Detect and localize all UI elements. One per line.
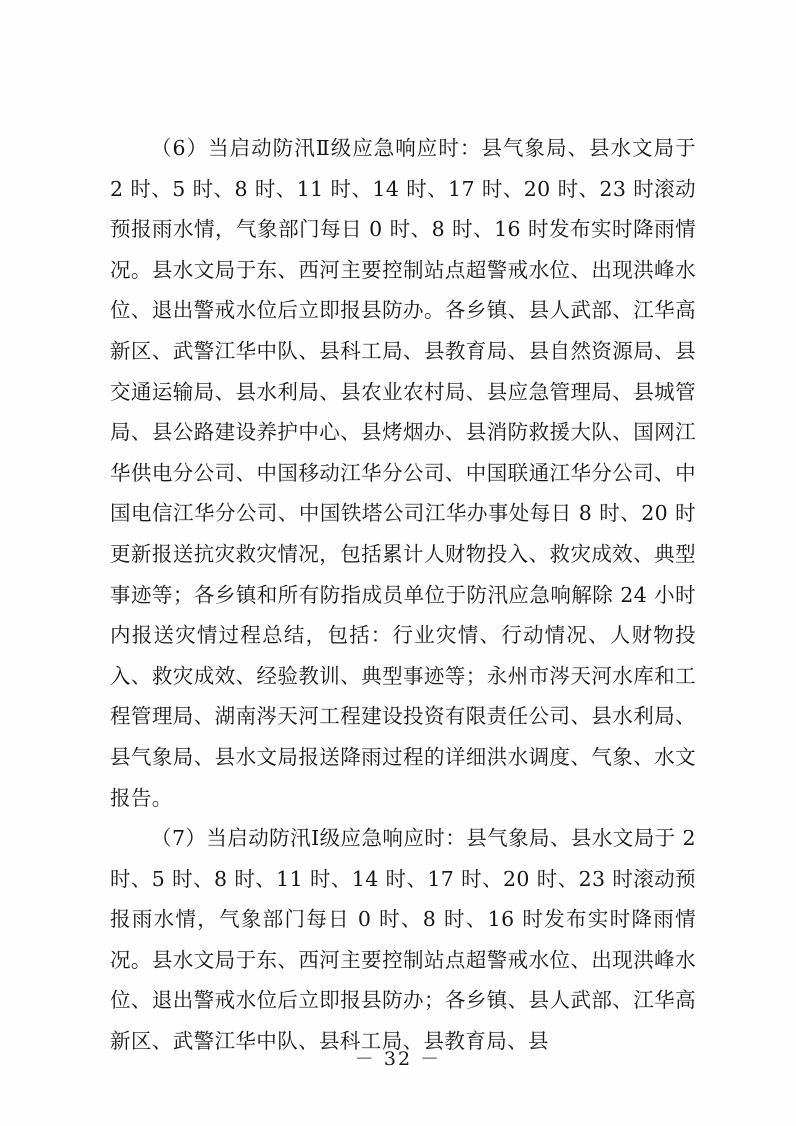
page-body (110, 128, 696, 1062)
page-number: － 32 － (354, 1048, 442, 1070)
paragraph-7: （7）当启动防汛Ⅰ级应急响应时：县气象局、县水文局于 2 时、5 时、8 时、11 时、14 时、17 时、20 时、23 时滚动预报雨水情，气象部门每日 0 时、8 时、16 时发布实时降雨情况。县水文局于东、西河主要控制站点超警戒水位、出现洪峰水位、退出警戒水位后立即报县防办；各乡镇、县人武部、江华高新区、武警江华中队、县科工局、县教育局、县 (110, 826, 696, 1054)
paragraph-6: （6）当启动防汛Ⅱ级应急响应时：县气象局、县水文局于 2 时、5 时、8 时、11 时、14 时、17 时、20 时、23 时滚动预报雨水情，气象部门每日 0 时、8 时、16 时发布实时降雨情况。县水文局于东、西河主要控制站点超警戒水位、出现洪峰水位、退出警戒水位后立即报县防办。各乡镇、县人武部、江华高新区、武警江华中队、县科工局、县教育局、县自然资源局、县交通运输局、县水利局、县农业农村局、县应急管理局、县城管局、县公路建设养护中心、县烤烟办、县消防救援大队、国网江华供电分公司、中国移动江华分公司、中国联通江华分公司、中国电信江华分公司、中国铁塔公司江华办事处每日 8 时、20 时更新报送抗灾救灾情况，包括累计人财物投入、救灾成效、典型事迹等；各乡镇和所有防指成员单位于防汛应急响解除 24 小时内报送灾情过程总结，包括：行业灾情、行动情况、人财物投入、救灾成效、经验教训、典型事迹等；永州市涔天河水库和工程管理局、湖南涔天河工程建设投资有限责任公司、县水利局、县气象局、县水文局报送降雨过程的详细洪水调度、气象、水文报告。 (110, 136, 696, 810)
